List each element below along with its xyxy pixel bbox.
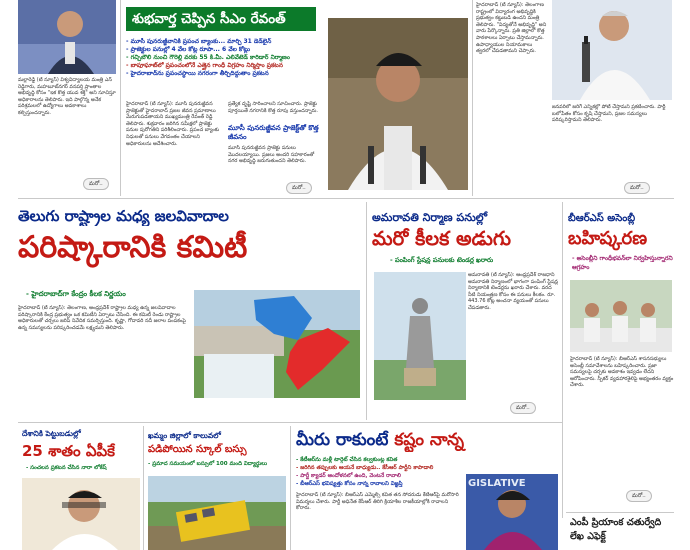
ap25-kicker: దేశానికి పెట్టుబడుల్లో (22, 429, 81, 438)
priyanka-headline: ఎంపీ ప్రియాంక చతుర్వేది లేఖ ఎఫెక్ట్ (570, 517, 662, 542)
ap25-subhead: - సంచలన ప్రకటన చేసిన నారా లోకేష్ (26, 465, 107, 471)
amaravati-article-text: అమరావతి (టీ న్యూస్): ఆంధ్రప్రదేశ్ రాజధాని అమరావతి నిర్మాణంలో భాగంగా పంపింగ్ స్టేషన్ల నిర్మాణానికి టెండర్లను ఖరారు చేశారు. వరద నీటి నియంత్రణ కోసం ఈ పనులు కీలకం. రూ. 443.76 కోట్ల అంచనా వ్యయంతో పనులు చేపడతారు. (468, 272, 558, 311)
water-kicker: తెలుగు రాష్ట్రాల మధ్య జలవివాదాల (18, 207, 229, 225)
bullet-item: - బాపూఘాట్‌లో ప్రపంచంలోనే ఎత్తైన గాంధీ విగ్రహం నిర్మిస్తాం ప్రకటన (126, 62, 283, 69)
bus-accident-photo (148, 476, 286, 550)
amaravati-kicker: అమరావతి నిర్మాణ పనుల్లో (372, 211, 488, 224)
brs-article-text: హైదరాబాద్ (టీ న్యూస్): బీఆర్ఎస్ శాసనసభ్యులు అసెంబ్లీ సమావేశాలను బహిష్కరించారు. ప్రజా సమస్యలపై చర్చకు అవకాశం ఇవ్వడం లేదని ఆరోపించారు. స్పీకర్ వ్యవహారశైలిపై అభ్యంతరం వ్యక్తం చేశారు. (570, 356, 674, 389)
water-article-text: హైదరాబాద్ (టీ న్యూస్): తెలంగాణ, ఆంధ్రప్రదేశ్ రాష్ట్రాల మధ్య ఉన్న జలవివాదాల పరిష్కారానికి కేంద్ర ప్రభుత్వం ఒక కమిటీని ఏర్పాటు చేసింది. ఈ కమిటీ రెండు రాష్ట్రాల అధికారులతో చర్చలు జరిపి నివేదిక సమర్పిస్తుంది. కృష్ణా, గోదావరి నదీ జలాల పంపకంపై ఉన్న సమస్యలను పరిష్కరించడమే లక్ష్యమని తెలిపారు. (18, 305, 186, 331)
bullet-item: - పార్టీ క్యాడర్ ఆందోళనలో ఉంది, వెంటనే రావాలి (296, 473, 401, 479)
kavitha-headline-b: కష్టం నాన్న (394, 430, 464, 450)
far-right-more-button[interactable]: మరో.. (624, 182, 650, 194)
amaravati-subhead: - పంపింగ్ స్టేషన్ల పనులకు టెండర్ల ఖరారు (390, 256, 494, 264)
amaravati-statue-photo (374, 272, 466, 400)
kavitha-headline (296, 428, 558, 452)
amaravati-more-button[interactable]: మరో.. (510, 402, 536, 414)
ap25-headline: 25 శాతం ఏపీకే (22, 442, 115, 460)
brs-more-button[interactable]: మరో.. (626, 490, 652, 502)
mid-article-text-2: ప్రత్యేక దృష్టి సారించాలని సూచించారు. ప్రాజెక్టు పూర్తయితే నగరానికి కొత్త రూపు వస్తుందన్నారు. (228, 101, 318, 114)
mid-more-button[interactable]: మరో.. (286, 182, 312, 194)
right-article-text: హైదరాబాద్ (టీ న్యూస్): తెలంగాణ రాష్ట్రంలో విద్యారంగ అభివృద్ధికి ప్రభుత్వం కట్టుబడి ఉందని మంత్రి తెలిపారు. "విద్యతోనే అభివృద్ధి" అని వారు పేర్కొన్నారు. ప్రతి జిల్లాలో కొత్త పాఠశాలలు ఏర్పాటు చేస్తామన్నారు. ఉపాధ్యాయుల నియామకాలు త్వరలో చేపడతామని చెప్పారు. (476, 2, 547, 55)
brs-kicker: బీఆర్ఎస్ అసెంబ్లీ (568, 213, 636, 224)
far-right-article-text: జనవరిలో జరిగే ఎన్నికల్లో పోటీ చేస్తామని ప్రకటించారు. పార్టీ బలోపేతం కోసం కృషి చేస్తామని, ప్రజల సమస్యలు పరిష్కరిస్తామని తెలిపారు. (552, 104, 666, 124)
bus-headline: పడిపోయిన స్కూల్ బస్సు (148, 444, 247, 455)
left-more-button[interactable]: మరో.. (83, 178, 109, 190)
musi-subhead: మూసీ పునరుజ్జీవన ప్రాజెక్ట్‌తో కొత్త జీవనం (228, 124, 319, 141)
water-headline: పరిష్కారానికి కమిటీ (18, 230, 248, 265)
kavitha-bullets (296, 456, 464, 488)
amaravati-headline: మరో కీలక అడుగు (372, 227, 511, 250)
bus-kicker: ఖమ్మం జిల్లాలో కాలువలో (148, 431, 221, 440)
mid-article-text: హైదరాబాద్ (టీ న్యూస్): మూసీ పునరుజ్జీవన ప్రాజెక్టుతో హైదరాబాద్ ప్రజల జీవన ప్రమాణాలు మెరుగుపడతాయని ముఖ్యమంత్రి రేవంత్ రెడ్డి తెలిపారు. శుక్రవారం జరిగిన సమీక్షలో ప్రాజెక్టు పనుల పురోగతిని పరిశీలించారు. ప్రపంచ బ్యాంకు నిధులతో పనులు వేగవంతం చేయాలని అధికారులను ఆదేశించారు. (126, 101, 220, 147)
bullet-item: - ప్రాజెక్టుల పనుల్లో 4 వేల కోట్ల రూపా... 6 వేల కోట్లు (126, 46, 251, 53)
water-subhead: - హైదరాబాద్‌గా కేంద్రం కీలక నిర్ణయం (26, 290, 126, 298)
brs-mlas-photo (570, 280, 672, 352)
kavitha-article-text: హైదరాబాద్ (టీ న్యూస్): బీఆర్ఎస్ ఎమ్మెల్సీ కవిత తన సోదరుడు కేటీఆర్‌పై మరోసారి విమర్శలు చేశారు. పార్టీ అధినేత కేసీఆర్ తిరిగి క్రియాశీల రాజకీయాల్లోకి రావాలని కోరారు. (296, 492, 459, 512)
left-article-text: మల్లారెడ్డి (టీ న్యూస్) విశ్వవిద్యాలయ మంత్రి ఎన్ రెడ్డిగారు, మహబూబ్‌నగర్ వనపర్తి ప్రాంతాల అభివృద్ధి కోసం "ఇక కొత్త యువ శక్తి" అని సూచిస్తూ అధికారాలను తెలిపారు. ఇది పాల్గొన్న అనేక పరిశ్రమలలో ఉద్యోగాలు అవకాశాలు కల్పిస్తుందన్నారు. (18, 77, 116, 116)
bullet-item: - కేటీఆర్‌ను మళ్లీ టార్గెట్ చేసిన కల్వకుంట్ల కవిత (296, 457, 398, 463)
bullet-item: - హైదరాబాద్‌ను ప్రపంచస్థాయి నగరంగా తీర్చిదిద్దుతాం ప్రకటన (126, 70, 269, 77)
bullet-item: - బీఆర్ఎస్ భవిష్యత్తు కోసం నాన్న రావాలని విజ్ఞప్తి (296, 481, 403, 487)
speaker-photo (552, 0, 672, 100)
cm-revanth-photo (328, 18, 468, 190)
bullet-item: - గచ్చిబౌలి నుంచి గౌరెల్లి వరకు 55 కి.మీ. ఎలివేటెడ్ కారిడార్ నిర్మాణం (126, 54, 290, 61)
musi-subhead-text: మూసీ పునరుజ్జీవన ప్రాజెక్టు పనులు మొదలయ్యాయి. ప్రజలు అందరి సహకారంతో నగర అభివృద్ధి జరుగుతుందని తెలిపారు. (228, 145, 315, 165)
lokesh-photo (22, 478, 140, 550)
kavitha-headline-a: మీరు రాకుంటే (296, 430, 389, 450)
main-headline: శుభవార్త చెప్పిన సీఎం రేవంత్ (126, 7, 316, 31)
bullet-item: - జరిగిన తప్పులకు ఆయనే బాధ్యుడు.. కేసీఆర్ పార్టీని కాపాడాలి (296, 465, 434, 471)
brs-headline: బహిష్కరణ (568, 228, 648, 249)
kavitha-photo-backdrop-text: GISLATIVE (468, 478, 526, 489)
bullet-item: - మూసీ పునరుజ్జీవానికి ప్రపంచ బ్యాంకు... మార్చి 31 డెడ్‌లైన్ (126, 38, 272, 45)
minister-photo (18, 0, 116, 74)
bus-subhead: - ప్రమాద సమయంలో బస్సులో 100 మంది విద్యార్థులు (148, 461, 267, 467)
dam-map-photo (194, 290, 360, 398)
headline-bullets (126, 38, 324, 78)
brs-subhead: - అసెంబ్లీని గాంధీభవన్‌లా నిర్వహిస్తున్నారని ఆగ్రహం (572, 255, 673, 271)
